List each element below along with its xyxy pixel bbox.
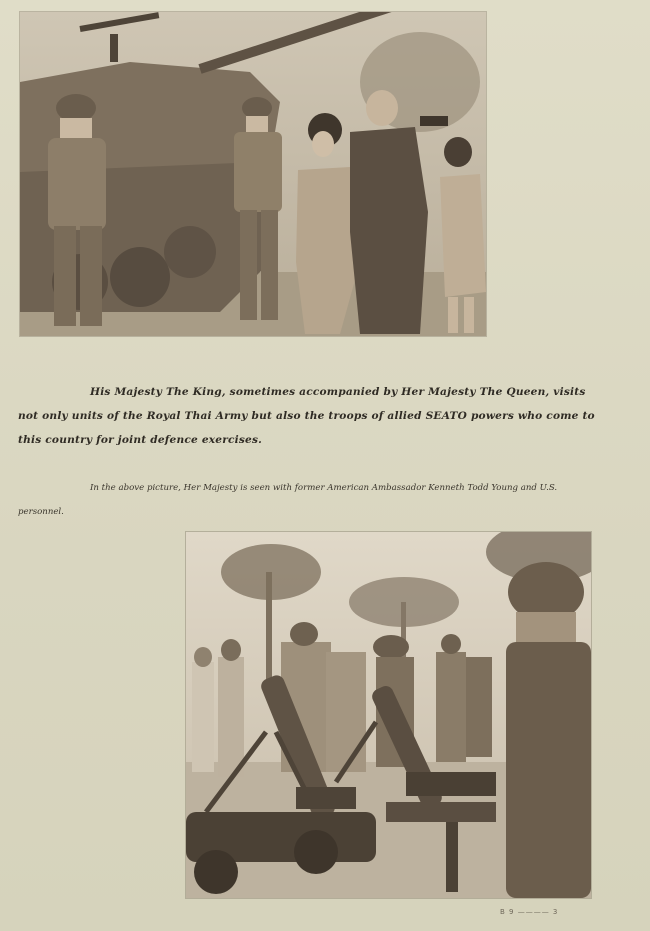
show-through-ghost-text bbox=[535, 65, 615, 135]
page-footer-marker: B 9 ———— 3 bbox=[500, 908, 559, 916]
main-caption bbox=[18, 380, 598, 452]
photo-tank-illustration bbox=[20, 12, 486, 336]
photo-mortar-inspection bbox=[186, 532, 591, 898]
main-caption-text: His Majesty The King, sometimes accompanied by Her Majesty The Queen, visits not only units of the Royal Thai Army but also the troops of allied SEATO powers who come to this country for joint defence exercises. bbox=[18, 386, 595, 446]
photo-tank-and-royal-visit bbox=[20, 12, 486, 336]
photo-note-text: In the above picture, Her Majesty is seen with former American Ambassador Kenneth Todd Young and U.S. personnel. bbox=[18, 483, 558, 517]
photo-note bbox=[18, 476, 600, 524]
photo-mortar-illustration bbox=[186, 532, 591, 898]
